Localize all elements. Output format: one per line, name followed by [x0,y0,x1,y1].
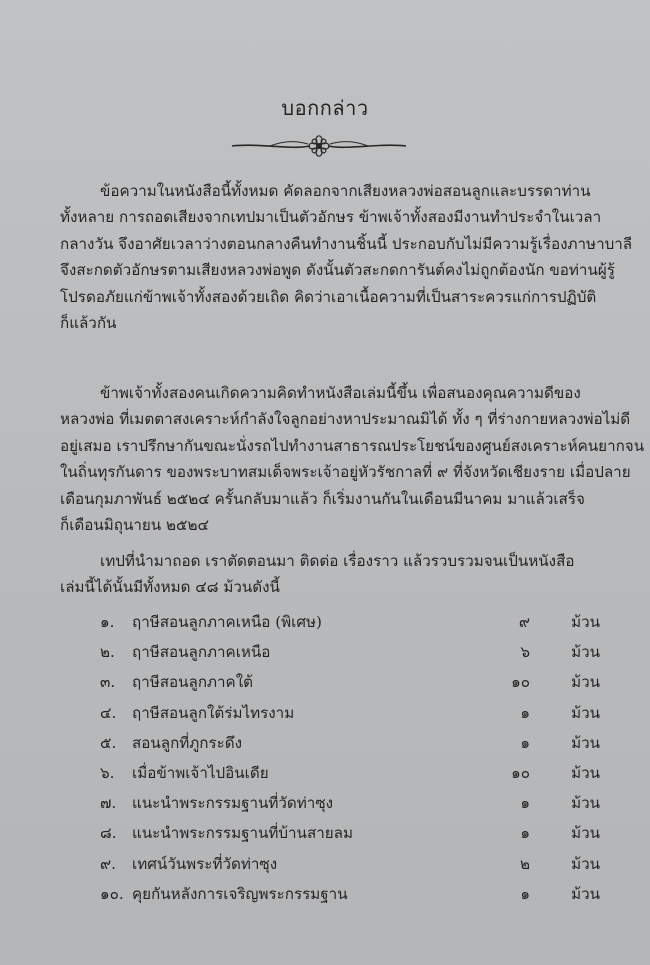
list-item [60,640,600,670]
item-number: ๑๐. [100,884,124,903]
purpose-paragraph [60,380,645,538]
tape-list [60,610,600,912]
item-title: ฤาษีสอนลูกภาคเหนือ (พิเศษ) [132,613,322,631]
item-number: ๖. [100,763,115,782]
item-count: ๑๐ [511,763,530,782]
item-count: ๑ [520,884,530,903]
list-item [60,821,600,851]
text-line: โปรดอภัยแก่ข้าพเจ้าทั้งสองด้วยเถิด คิดว่าเอาเนื้อความที่เป็นสาระควรแก่การปฏิบัติ [60,287,597,306]
floral-divider-icon [230,134,408,158]
item-unit: ม้วน [571,733,600,752]
item-title: สอนลูกที่ภูกระดึง [132,733,243,752]
text-line: กลางวัน จึงอาศัยเวลาว่างตอนกลางคืนทำงานชิ้นนี้ ประกอบกับไม่มีความรู้เรื่องภาษาบาลี [60,234,633,253]
list-item [60,761,600,791]
list-item [60,701,600,731]
item-title: เทศน์วันพระที่วัดท่าซุง [132,854,278,873]
item-title: ฤาษีสอนลูกภาคใต้ [132,673,253,692]
list-item [60,791,600,821]
item-count: ๑๐ [511,673,530,692]
item-number: ๘. [100,824,117,843]
item-unit: ม้วน [571,854,600,873]
item-number: ๗. [100,794,117,813]
item-number: ๑. [100,613,115,631]
item-number: ๓. [100,673,116,692]
item-count: ๑ [520,824,530,843]
tapes-intro-paragraph [60,548,600,601]
list-item [60,731,600,761]
item-title: แนะนำพระกรรมฐานที่วัดท่าซุง [132,794,334,813]
item-count: ๙ [518,613,530,631]
text-line: ทั้งหลาย การถอดเสียงจากเทปมาเป็นตัวอักษร ข้าพเจ้าทั้งสองมีงานทำประจำในเวลา [60,208,602,227]
intro-paragraph [60,178,633,336]
page-title: บอกกล่าว [281,96,369,120]
item-count: ๒ [519,854,530,873]
text-line: ข้อความในหนังสือนี้ทั้งหมด คัดลอกจากเสียงหลวงพ่อสอนลูกและบรรดาท่าน [100,182,591,200]
item-title: เมื่อข้าพเจ้าไปอินเดีย [132,763,269,782]
item-number: ๔. [100,703,117,722]
text-line: ก็แล้วกัน [60,314,117,333]
item-unit: ม้วน [571,673,600,692]
item-count: ๑ [520,794,530,813]
item-title: คุยกันหลังการเจริญพระกรรมฐาน [132,884,348,903]
item-count: ๑ [520,703,530,722]
text-line: ข้าพเจ้าทั้งสองคนเกิดความคิดทำหนังสือเล่มนี้ขึ้น เพื่อสนองคุณความดีของ [100,384,581,402]
item-title: ฤาษีสอนลูกใต้ร่มไทรงาม [132,703,295,722]
item-number: ๙. [100,854,116,873]
text-line: จึงสะกดตัวอักษรตามเสียงหลวงพ่อพูด ดังนั้นตัวสะกดการันต์คงไม่ถูกต้องนัก ขอท่านผู้รู้ [60,261,615,280]
item-unit: ม้วน [571,703,600,722]
item-title: แนะนำพระกรรมฐานที่บ้านสายลม [132,824,353,843]
list-item [60,670,600,700]
item-count: ๖ [520,643,530,662]
text-line: เทปที่นำมาถอด เราตัดตอนมา ติดต่อ เรื่องราว แล้วรวบรวมจนเป็นหนังสือ [100,552,575,570]
item-title: ฤาษีสอนลูกภาคเหนือ [132,643,271,662]
item-unit: ม้วน [571,763,600,782]
item-unit: ม้วน [571,643,600,662]
list-item [60,610,600,640]
text-line: อยู่เสมอ เราปรึกษากันขณะนั่งรถไปทำงานสาธารณประโยชน์ของศูนย์สงเคราะห์คนยากจน [60,436,645,455]
item-unit: ม้วน [571,613,600,631]
list-item [60,882,600,912]
text-line: ในถิ่นทุรกันดาร ของพระบาทสมเด็จพระเจ้าอยู่หัวรัชกาลที่ ๙ ที่จังหวัดเชียงราย เมื่อปลาย [60,463,631,482]
text-line: เดือนกุมภาพันธ์ ๒๕๒๔ ครั้นกลับมาแล้ว ก็เริ่มงานกันในเดือนมีนาคม มาแล้วเสร็จ [60,489,585,508]
list-item [60,852,600,882]
item-unit: ม้วน [571,824,600,843]
item-number: ๕. [100,733,117,752]
item-unit: ม้วน [571,794,600,813]
text-line: เล่มนี้ได้นั้นมีทั้งหมด ๔๘ ม้วนดังนี้ [60,578,280,597]
item-unit: ม้วน [571,884,600,903]
item-count: ๑ [520,733,530,752]
item-number: ๒. [100,643,115,662]
text-line: ก็เดือนมิถุนายน ๒๕๒๔ [60,516,209,535]
text-line: หลวงพ่อ ที่เมตตาสงเคราะห์กำลังใจลูกอย่างหาประมาณมิได้ ทั้ง ๆ ที่ร่างกายหลวงพ่อไม่ดี [60,410,631,429]
